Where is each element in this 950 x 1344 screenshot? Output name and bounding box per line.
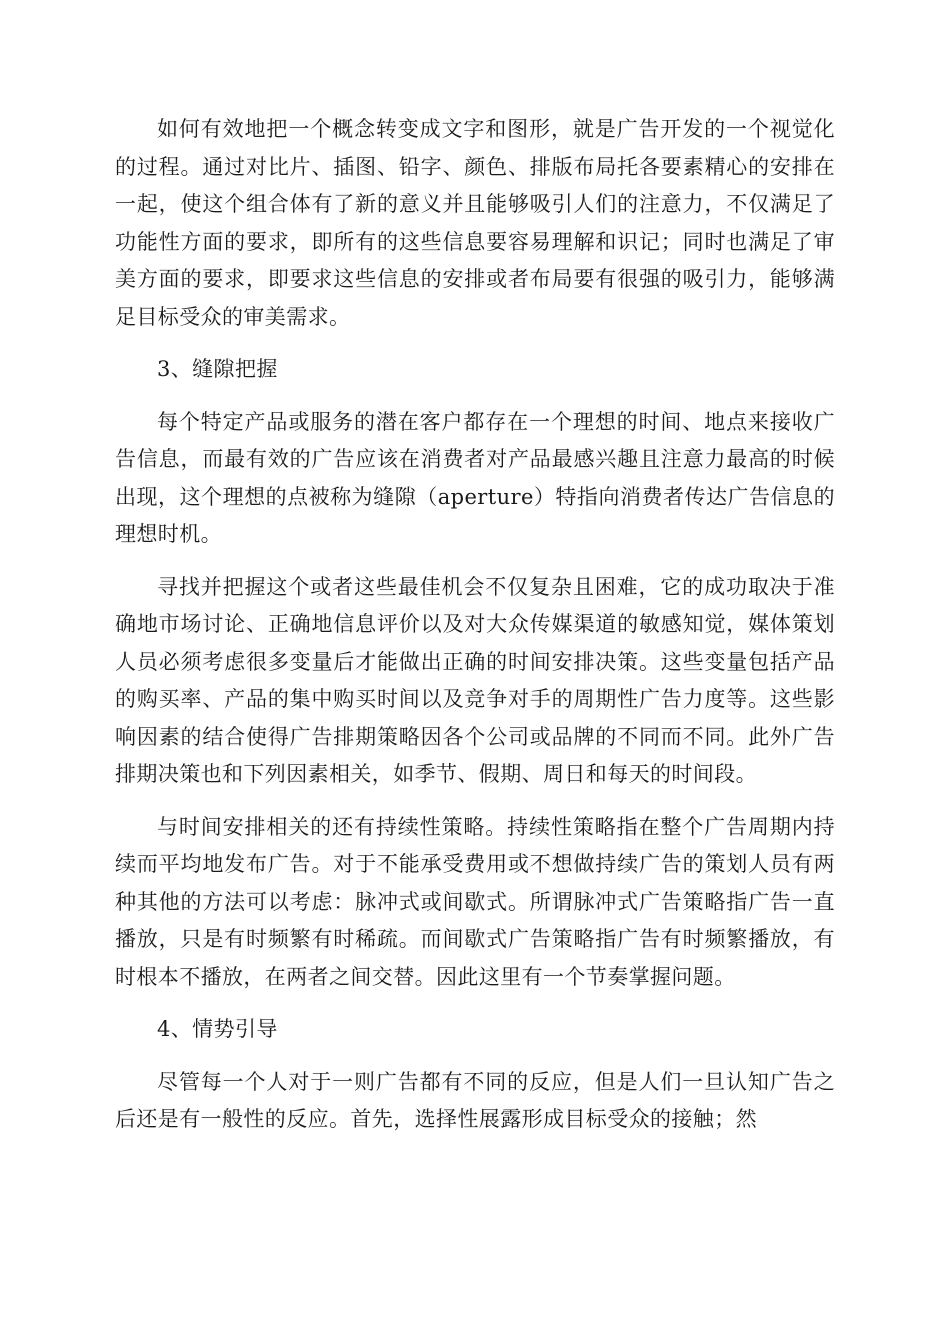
paragraph-audience-response: 尽管每一个人对于一则广告都有不同的反应，但是人们一旦认知广告之后还是有一般性的反应。首先，选择性展露形成目标受众的接触；然 [115,1069,835,1131]
section-heading-aperture: 3、缝隙把握 [157,357,278,381]
paragraph-aperture-definition: 每个特定产品或服务的潜在客户都存在一个理想的时间、地点来接收广告信息，而最有效的广告应该在消费者对产品最感兴趣且注意力最高的时候出现，这个理想的点被称为缝隙（aperture）特指向消费者传达广告信息的理想时机。 [115,409,835,546]
document-body [115,111,835,1139]
paragraph-scheduling-factors: 寻找并把握这个或者这些最佳机会不仅复杂且困难，它的成功取决于准确地市场讨论、正确地信息评价以及对大众传媒渠道的敏感知觉，媒体策划人员必须考虑很多变量后才能做出正确的时间安排决策。这些变量包括产品的购买率、产品的集中购买时间以及竞争对手的周期性广告力度等。这些影响因素的结合使得广告排期策略因各个公司或品牌的不同而不同。此外广告排期决策也和下列因素相关，如季节、假期、周日和每天的时间段。 [115,574,835,786]
paragraph-visualization: 如何有效地把一个概念转变成文字和图形，就是广告开发的一个视觉化的过程。通过对比片、插图、铅字、颜色、排版布局托各要素精心的安排在一起，使这个组合体有了新的意义并且能够吸引人们的注意力，不仅满足了功能性方面的要求，即所有的这些信息要容易理解和识记；同时也满足了审美方面的要求，即要求这些信息的安排或者布局要有很强的吸引力，能够满足目标受众的审美需求。 [115,117,835,329]
section-heading-situation: 4、情势引导 [157,1017,278,1041]
paragraph-continuity-strategy: 与时间安排相关的还有持续性策略。持续性策略指在整个广告周期内持续而平均地发布广告。对于不能承受费用或不想做持续广告的策划人员有两种其他的方法可以考虑：脉冲式或间歇式。所谓脉冲式广告策略指广告一直播放，只是有时频繁有时稀疏。而间歇式广告策略指广告有时频繁播放，有时根本不播放，在两者之间交替。因此这里有一个节奏掌握问题。 [115,814,835,989]
